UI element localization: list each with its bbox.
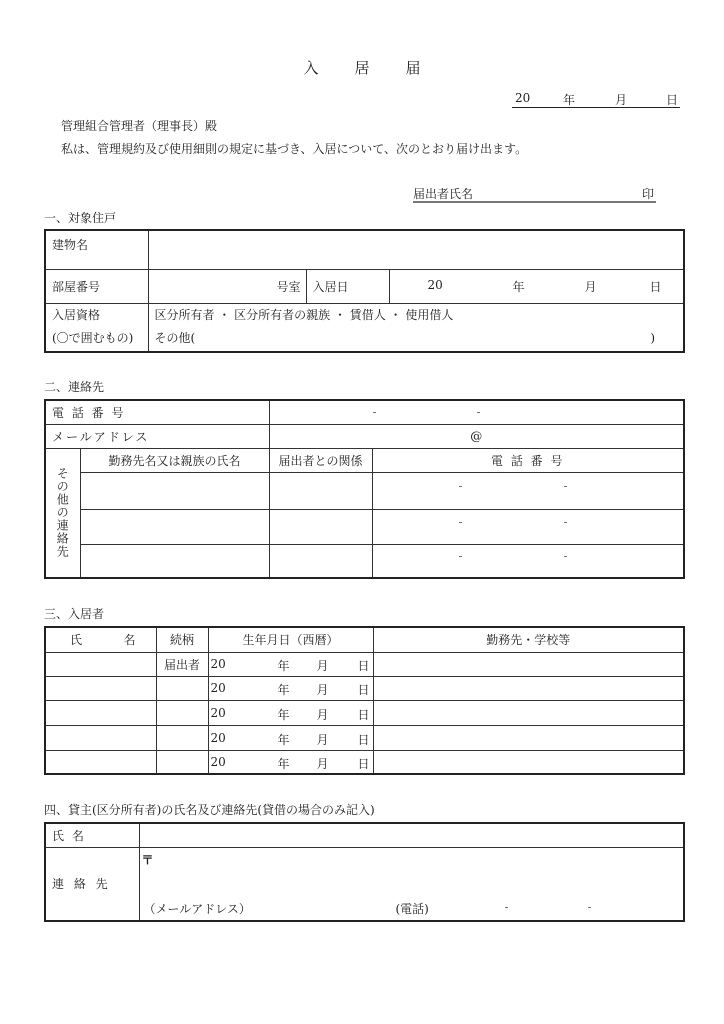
- contact-name-input[interactable]: [80, 472, 269, 509]
- contact-name-input[interactable]: [80, 544, 269, 578]
- birth-year-prefix: 20: [210, 705, 226, 720]
- title-char: 入: [303, 59, 319, 77]
- qualification-options[interactable]: 区分所有者 ・ 区分所有者の親族 ・ 賃借人 ・ 使用借人: [154, 308, 454, 323]
- resident-relation-input[interactable]: 届出者: [156, 652, 208, 676]
- building-label: 建物名: [45, 230, 148, 269]
- birth-year-prefix: 20: [210, 730, 226, 745]
- other-contact-row: [45, 509, 684, 544]
- date-month-label: 月: [615, 93, 628, 107]
- section4-heading: 四、貸主(区分所有者)の氏名及び連絡先(貸借の場合のみ記入): [44, 803, 375, 817]
- birth-month-label: 月: [316, 659, 329, 673]
- resident-name-input[interactable]: [45, 750, 156, 774]
- phone-separator: -: [563, 514, 568, 529]
- resident-work-input[interactable]: [373, 676, 684, 700]
- other-contact-row: [45, 544, 684, 578]
- date-year-prefix: 20: [515, 91, 531, 105]
- move-in-year-label: 年: [512, 280, 525, 294]
- date-year-label: 年: [563, 93, 576, 107]
- contact-phone-input[interactable]: [372, 544, 684, 578]
- col-header-relation: 続柄: [156, 627, 208, 652]
- resident-birth-input[interactable]: [208, 676, 373, 700]
- contact-relation-input[interactable]: [269, 544, 372, 578]
- col-header-phone: 電 話 番 号: [372, 448, 684, 472]
- resident-name-input[interactable]: [45, 652, 156, 676]
- room-input[interactable]: [148, 269, 306, 303]
- birth-year-label: 年: [277, 732, 290, 747]
- phone-separator: -: [563, 478, 568, 493]
- phone-separator: -: [458, 514, 463, 529]
- applicant-name-field[interactable]: [413, 185, 656, 203]
- birth-day-label: 日: [357, 707, 370, 722]
- postal-mark: 〒: [141, 852, 154, 867]
- col-header-name: 勤務先名又は親族の氏名: [80, 448, 269, 472]
- phone-separator: -: [504, 899, 509, 914]
- room-suffix: 号室: [276, 279, 301, 294]
- col-header-work: 勤務先・学校等: [373, 627, 684, 652]
- seal-mark: 印: [641, 187, 654, 201]
- move-in-year-prefix: 20: [427, 278, 443, 292]
- contact-relation-input[interactable]: [269, 509, 372, 544]
- qualification-label: 入居資格: [52, 308, 101, 323]
- resident-relation-input[interactable]: [156, 725, 208, 750]
- resident-relation-input[interactable]: [156, 700, 208, 725]
- section2-heading: 二、連絡先: [44, 380, 105, 394]
- qualification-other-input[interactable]: [155, 327, 678, 350]
- residents-table: [44, 626, 685, 775]
- resident-birth-input[interactable]: [208, 750, 373, 774]
- qualification-note: (〇で囲むもの): [52, 331, 134, 346]
- phone-separator: -: [372, 405, 377, 420]
- resident-birth-input[interactable]: [208, 725, 373, 750]
- landlord-phone-label: (電話): [395, 901, 429, 916]
- applicant-name-label: 届出者氏名: [413, 187, 474, 201]
- birth-year-label: 年: [277, 683, 290, 697]
- resident-row: [45, 725, 684, 750]
- resident-row: [45, 652, 684, 676]
- birth-day-label: 日: [357, 732, 370, 747]
- resident-relation-input[interactable]: [156, 750, 208, 774]
- birth-day-label: 日: [357, 683, 370, 697]
- col-header-relation: 届出者との関係: [269, 448, 372, 472]
- submission-date-field[interactable]: [512, 91, 680, 108]
- phone-separator: -: [476, 405, 481, 420]
- date-day-label: 日: [666, 93, 679, 107]
- room-label: 部屋番号: [45, 269, 148, 303]
- birth-year-label: 年: [277, 756, 290, 771]
- contact-phone-input[interactable]: [372, 472, 684, 509]
- landlord-name-input[interactable]: [139, 823, 684, 847]
- phone-label: 電 話 番 号: [45, 400, 269, 424]
- building-input[interactable]: [148, 230, 684, 269]
- addressee: 管理組合管理者（理事長）殿: [61, 119, 218, 133]
- resident-work-input[interactable]: [373, 725, 684, 750]
- contact-phone-input[interactable]: [372, 509, 684, 544]
- contact-table: [44, 399, 685, 579]
- statement: 私は、管理規約及び使用細則の規定に基づき、入居について、次のとおり届け出ます。: [61, 142, 528, 156]
- form-title: [0, 57, 724, 78]
- col-header-name-a: 氏: [70, 633, 83, 648]
- birth-month-label: 月: [316, 683, 329, 697]
- resident-name-input[interactable]: [45, 725, 156, 750]
- move-in-day-label: 日: [649, 280, 662, 294]
- landlord-name-label: 氏 名: [45, 823, 139, 847]
- birth-year-label: 年: [277, 707, 290, 722]
- title-char: 居: [354, 59, 370, 77]
- target-unit-table: [44, 229, 685, 353]
- landlord-table: [44, 822, 685, 922]
- contact-name-input[interactable]: [80, 509, 269, 544]
- birth-month-label: 月: [316, 756, 329, 771]
- resident-birth-input[interactable]: [208, 700, 373, 725]
- resident-row: [45, 750, 684, 774]
- phone-separator: -: [563, 548, 568, 563]
- col-header-birth: 生年月日（西暦）: [208, 627, 373, 652]
- email-input[interactable]: [269, 424, 684, 448]
- section3-heading: 三、入居者: [44, 607, 105, 621]
- qualification-other-close: ): [650, 331, 655, 346]
- col-header-name-b: 名: [123, 633, 136, 648]
- landlord-email-label: （メールアドレス）: [143, 901, 251, 916]
- birth-year-label: 年: [277, 659, 290, 673]
- resident-row: [45, 676, 684, 700]
- resident-work-input[interactable]: [373, 750, 684, 774]
- qualification-other-label: その他(: [154, 331, 196, 346]
- section1-heading: 一、対象住戸: [44, 211, 117, 225]
- resident-relation-input[interactable]: [156, 676, 208, 700]
- birth-month-label: 月: [316, 707, 329, 722]
- phone-separator: -: [458, 548, 463, 563]
- move-in-month-label: 月: [584, 280, 597, 294]
- move-in-label: 入居日: [306, 269, 389, 303]
- email-at: @: [470, 429, 483, 443]
- title-char: 届: [405, 59, 421, 77]
- birth-day-label: 日: [357, 659, 370, 673]
- birth-year-prefix: 20: [210, 657, 226, 671]
- phone-separator: -: [458, 478, 463, 493]
- other-contact-row: [45, 472, 684, 509]
- birth-month-label: 月: [316, 732, 329, 747]
- birth-day-label: 日: [357, 756, 370, 771]
- birth-year-prefix: 20: [210, 754, 226, 769]
- resident-work-input[interactable]: [373, 700, 684, 725]
- resident-name-input[interactable]: [45, 700, 156, 725]
- other-contacts-label: その他の連絡先: [45, 448, 80, 578]
- phone-separator: -: [587, 899, 592, 914]
- email-label: メールアドレス: [45, 424, 269, 448]
- landlord-contact-label: 連 絡 先: [45, 847, 139, 921]
- contact-relation-input[interactable]: [269, 472, 372, 509]
- move-in-date-input[interactable]: [389, 269, 684, 303]
- landlord-contact-input[interactable]: [139, 847, 684, 921]
- col-header-name: [45, 627, 156, 652]
- resident-row: [45, 700, 684, 725]
- resident-name-input[interactable]: [45, 676, 156, 700]
- resident-birth-input[interactable]: [208, 652, 373, 676]
- phone-input[interactable]: [269, 400, 684, 424]
- resident-work-input[interactable]: [373, 652, 684, 676]
- birth-year-prefix: 20: [210, 681, 226, 695]
